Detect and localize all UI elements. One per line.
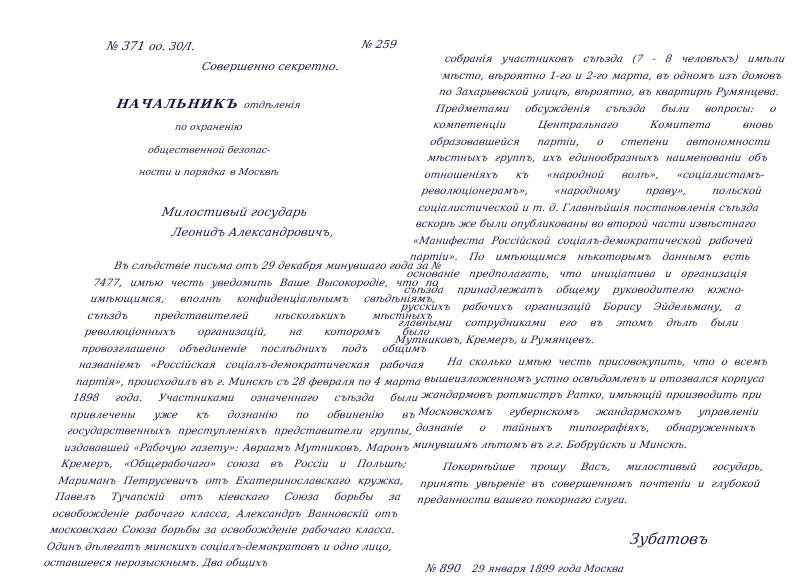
signature — [420, 530, 760, 548]
salutation-line-1: Милостивый государь — [160, 205, 309, 220]
letterhead-line-0: отдѣленія — [243, 99, 302, 111]
salutation-line-2: Леонидъ Александровичъ, — [170, 224, 335, 239]
right-body-text — [394, 52, 786, 516]
secrecy-mark: Совершенно секретно. — [200, 59, 341, 73]
secondary-number: № 259 — [360, 38, 399, 51]
letterhead-line-2: общественной безопас- — [147, 144, 272, 156]
letterhead-line-4: в Москвѣ — [229, 167, 281, 179]
registration-number: № 371 — [105, 39, 147, 53]
salutation — [162, 203, 397, 241]
letterhead-line-1: по охраненію — [174, 122, 244, 134]
letterhead — [114, 92, 304, 182]
right-body-paragraph-1: собранія участниковъ съѣзда (7 - 8 человѣкъ) имѣли мѣсто, вѣроятно 1-го и 2-го марта, въ одномъ изъ домовъ по Захарьевской улицѣ, вѣроятно, въ квартирѣ Румянцева. Предметами обсужденія съѣзда были вопросы: о компетенціи Центральнаго Комитета вновь образовавшейся партіи, о степени автономности мѣстныхъ группъ, ихъ единообразныхъ наименованіи объ отношеніяхъ къ «народной волѣ», «соціалистамъ-революціонерамъ», «народному праву», польской соціалистической и т. д. Главнѣйшія постановленія съѣзда вскорѣ же были опубликованы во второй части извѣстнаго «Манифеста Россійской соціалъ-демократической рабочей партіи». По имѣющимся нѣкоторымъ даннымъ есть основаніе предполагать, что иниціатива и организація съѣзда принадлежатъ общему руководителю южно-русскихъ рабочихъ организацій Борису Эйдельману, а главными сотрудниками его въ этомъ дѣлѣ были Мутниковъ, Кремеръ, и Румянцевъ. — [394, 54, 786, 346]
registration-block — [107, 38, 194, 55]
document-header-line — [52, 38, 397, 55]
right-body-paragraph-3: Покорнѣйше прошу Васъ, милостивый государь, принять увѣреніе въ совершенномъ почтеніи и глубокой преданности вашего покорнаго слуги. — [416, 462, 765, 507]
footer-number: № 890 — [424, 561, 463, 575]
left-body-text — [42, 259, 443, 573]
right-body-paragraph-2: На сколько имѣю честь присовокупить, что о всемъ вышеизложенномъ устно освѣдомленъ и отозвался корпуса жандармовъ ротмистръ Ратко, имѣющій производить при Московскомъ губернскомъ жандармскомъ управленіи дознаніе о тайныхъ типографіяхъ, обнаруженныхъ минувшимъ лѣтомъ въ г.г. Бобруйскѣ и Минскѣ. — [411, 357, 769, 451]
letterhead-line-3: ности и порядка — [138, 167, 227, 179]
right-column — [394, 52, 786, 576]
letterhead-title: НАЧАЛЬНИКЪ — [116, 95, 241, 111]
left-body-paragraph: Въ слѣдствіе письма отъ 29 декабря минувшаго года за № 7477, имѣю честь уведомить Ваше Высокородіе, что по имѣющимся, вполнѣ конфиденціальнымъ свѣдѣніямъ, съѣздъ представителей нѣсколькихъ мѣстныхъ революціонныхъ организацій, на которомъ было провозглашено объединеніе послѣднихъ подъ общимъ названіемъ «Россійская соціалъ-демократическая рабочая партія», происходилъ въ г. Минскѣ съ 28 февраля по 4 марта 1898 года. Участниками означеннаго съѣзда были привлечены уже къ дознанію по обвиненію въ государственныхъ преступленіяхъ представители группы, издававшей «Рабочую газету»: Авраамъ Мутниковъ, Маронъ Кремеръ, «Общерабочаго» союза въ Россіи и Польшѣ; Мариманъ Петрусевичъ отъ Екатеринославскаго кружка, Павелъ Тучапскій отъ кіевскаго Союза борьбы за освобожденіе рабочаго класса, Александръ Ванновскій отъ московскаго Союза борьбы за освобожденіе рабочаго класса. Одинъ дѣлегатъ минскихъ соціалъ-демократовъ и одно лицо, оставшееся нерозыскнымъ. Два общихъ — [42, 260, 443, 570]
registration-sub: оо. 30/I. — [147, 40, 196, 53]
left-column — [42, 38, 443, 573]
footer-date: 29 января 1899 года Москва — [471, 563, 625, 575]
signature-text: Зубатовъ — [628, 529, 710, 548]
